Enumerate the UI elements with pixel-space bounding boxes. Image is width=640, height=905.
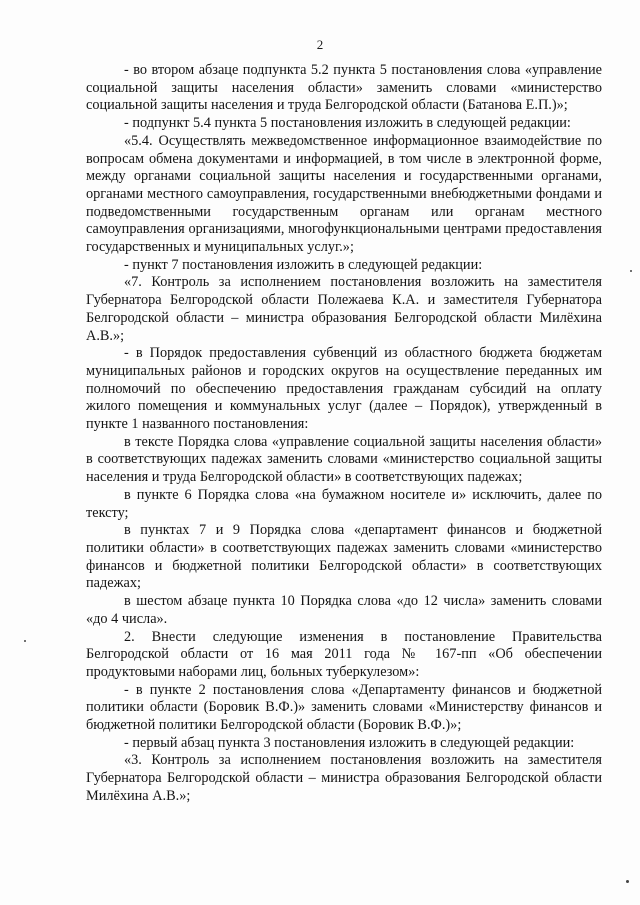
paragraph-procedure-text-change: в тексте Порядка слова «управление социальной защиты населения области» в соответствующих падежах заменить словами «министерство социальной защиты населения и труда Белгородской области» в соответствующих падежах;	[86, 433, 602, 486]
page-number: 2	[316, 37, 324, 52]
paragraph-subpoint-5-4-intro: - подпункт 5.4 пункта 5 постановления изложить в следующей редакции:	[124, 115, 571, 132]
paragraph-subpoint-5-4-text: «5.4. Осуществлять межведомственное информационное взаимодействие по вопросам обмена документами и информацией, в том числе в электронной форме, между органами социальной защиты населения и государственными органами, органами местного самоуправления, государственными внебюджетными фондами и подведомственными государственным органам или органам местного самоуправления организациями, многофункциональными центрами предоставления государственных и муниципальных услуг.»;	[86, 132, 602, 256]
paragraph-point-2-change: - в пункте 2 постановления слова «Департаменту финансов и бюджетной политики области (Боровик В.Ф.)» заменить словами «Министерству финансов и бюджетной политики Белгородской области (Боровик В.Ф.)»;	[86, 681, 602, 734]
scan-speck	[626, 880, 629, 883]
scan-speck	[630, 270, 632, 272]
paragraph-point-3-text: «3. Контроль за исполнением постановления возложить на заместителя Губернатора Белгородской области – министра образования Белгородской области Милёхина А.В.»;	[86, 752, 602, 804]
paragraph-procedure-point-6: в пункте 6 Порядка слова «на бумажном носителе и» исключить, далее по тексту;	[86, 486, 602, 521]
paragraph-procedure-point-10: в шестом абзаце пункта 10 Порядка слова «до 12 числа» заменить словами «до 4 числа».	[86, 593, 602, 627]
paragraph-point-7-text: «7. Контроль за исполнением постановления возложить на заместителя Губернатора Белгородской области Полежаева К.А. и заместителя Губернатора Белгородской области – министра образования Белгородской области Милёхина А.В.»;	[86, 274, 602, 344]
paragraph-procedure-intro: - в Порядок предоставления субвенций из областного бюджета бюджетам муниципальных районов и городских округов на осуществление переданных им полномочий по обеспечению предоставления гражданам субсидий на оплату жилого помещения и коммунальных услуг (далее – Порядок), утвержденный в пункте 1 названного постановления:	[86, 345, 602, 433]
paragraph-procedure-points-7-9: в пунктах 7 и 9 Порядка слова «департамент финансов и бюджетной политики области» в соответствующих падежах заменить словами «министерство финансов и бюджетной политики Белгородской области» в соответствующих падежах;	[86, 522, 602, 592]
scan-speck	[24, 640, 26, 642]
paragraph-amend-subpoint-5-2: - во втором абзаце подпункта 5.2 пункта 5 постановления слова «управление социальной защиты населения области» заменить словами «министерство социальной защиты населения и труда Белгородской области (Батанова Е.П.)»;	[86, 62, 602, 114]
paragraph-section-2: 2. Внести следующие изменения в постановление Правительства Белгородской области от 16 мая 2011 года № 167-пп «Об обеспечении продуктовыми наборами лиц, больных туберкулезом»:	[86, 628, 602, 680]
paragraph-point-3-intro: - первый абзац пункта 3 постановления изложить в следующей редакции:	[124, 734, 575, 751]
document-body	[86, 62, 602, 806]
paragraph-point-7-intro: - пункт 7 постановления изложить в следующей редакции:	[124, 256, 483, 273]
